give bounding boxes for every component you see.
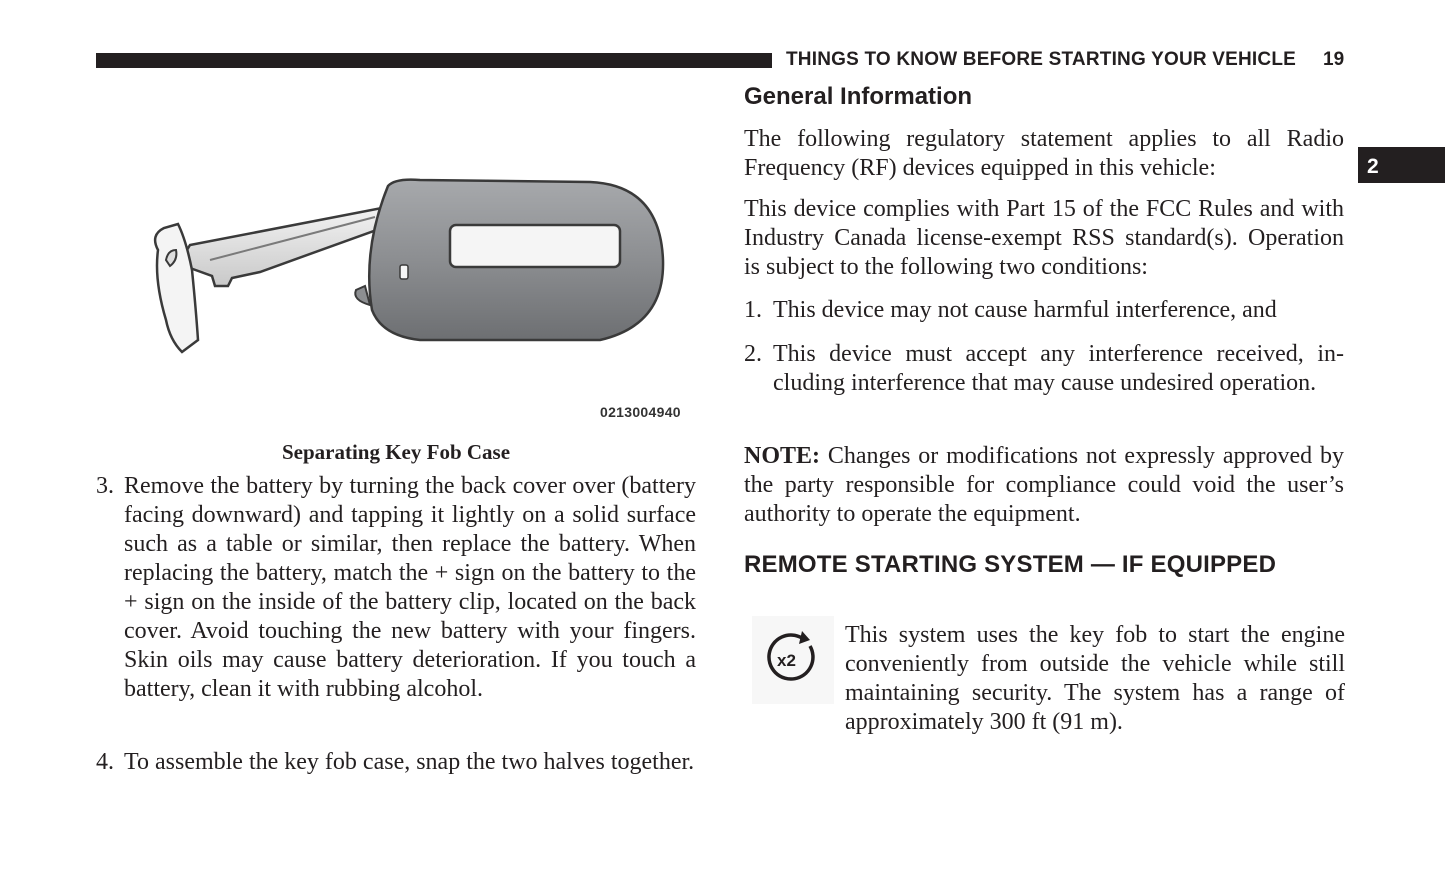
figure-caption: Separating Key Fob Case [281,440,511,464]
remote-start-icon [752,616,834,704]
step-text: Remove the battery by turning the back cover over (battery facing downward) and tapping it lightly on a solid surface such as a table or similar, then replace the battery. When replacing the battery, match the + sign on the battery to the + sign on the inside of the battery clip, located on the back cover. Avoid touching the new battery with your fingers. Skin oils may cause battery deterioration. If you touch a battery, clean it with rubbing alcohol. [124,473,696,702]
page-number: 19 [1323,49,1345,70]
condition-text: This device must accept any interference received, including interference that may cause undesired operation. [773,341,1344,396]
condition-number: 2. [744,341,762,367]
key-fob-illustration-icon [120,100,705,400]
note-label: NOTE: [744,443,821,469]
figure-code: 0213004940 [600,404,681,420]
key-fob-figure [120,100,705,430]
header-rule [96,53,772,68]
step-text: To assemble the key fob case, snap the two halves together. [124,749,695,775]
condition-text: This device may not cause harmful interference, and [773,297,1277,323]
list-item [96,748,696,777]
running-header-title: THINGS TO KNOW BEFORE STARTING YOUR VEHICLE [786,49,1297,70]
remote-start-icon-label: x2 [777,651,796,670]
step-number: 3. [96,473,114,499]
remote-start-heading: REMOTE STARTING SYSTEM — IF EQUIPPED [744,551,1277,578]
general-information-heading: General Information [744,83,973,110]
list-item [744,296,1344,325]
fcc-paragraph: This device complies with Part 15 of the FCC Rules and with Industry Canada license-exempt RSS standard(s). Operation is subject to the following two conditions: [744,196,1344,280]
remote-start-paragraph: This system uses the key fob to start the engine conveniently from outside the vehicle while still maintaining security. The system has a range of approximately 300 ft (91 m). [845,622,1345,735]
chapter-tab: 2 [1358,147,1445,183]
list-item [96,472,696,704]
note-paragraph [744,442,1344,529]
note-text: Changes or modifications not expressly approved by the party responsible for compliance could void the user’s authority to operate the equipment. [744,443,1344,527]
step-number: 4. [96,749,114,775]
regulatory-paragraph: The following regulatory statement applies to all Radio Frequency (RF) devices equipped in this vehicle: [744,126,1344,181]
condition-number: 1. [744,297,762,323]
list-item [744,340,1344,398]
